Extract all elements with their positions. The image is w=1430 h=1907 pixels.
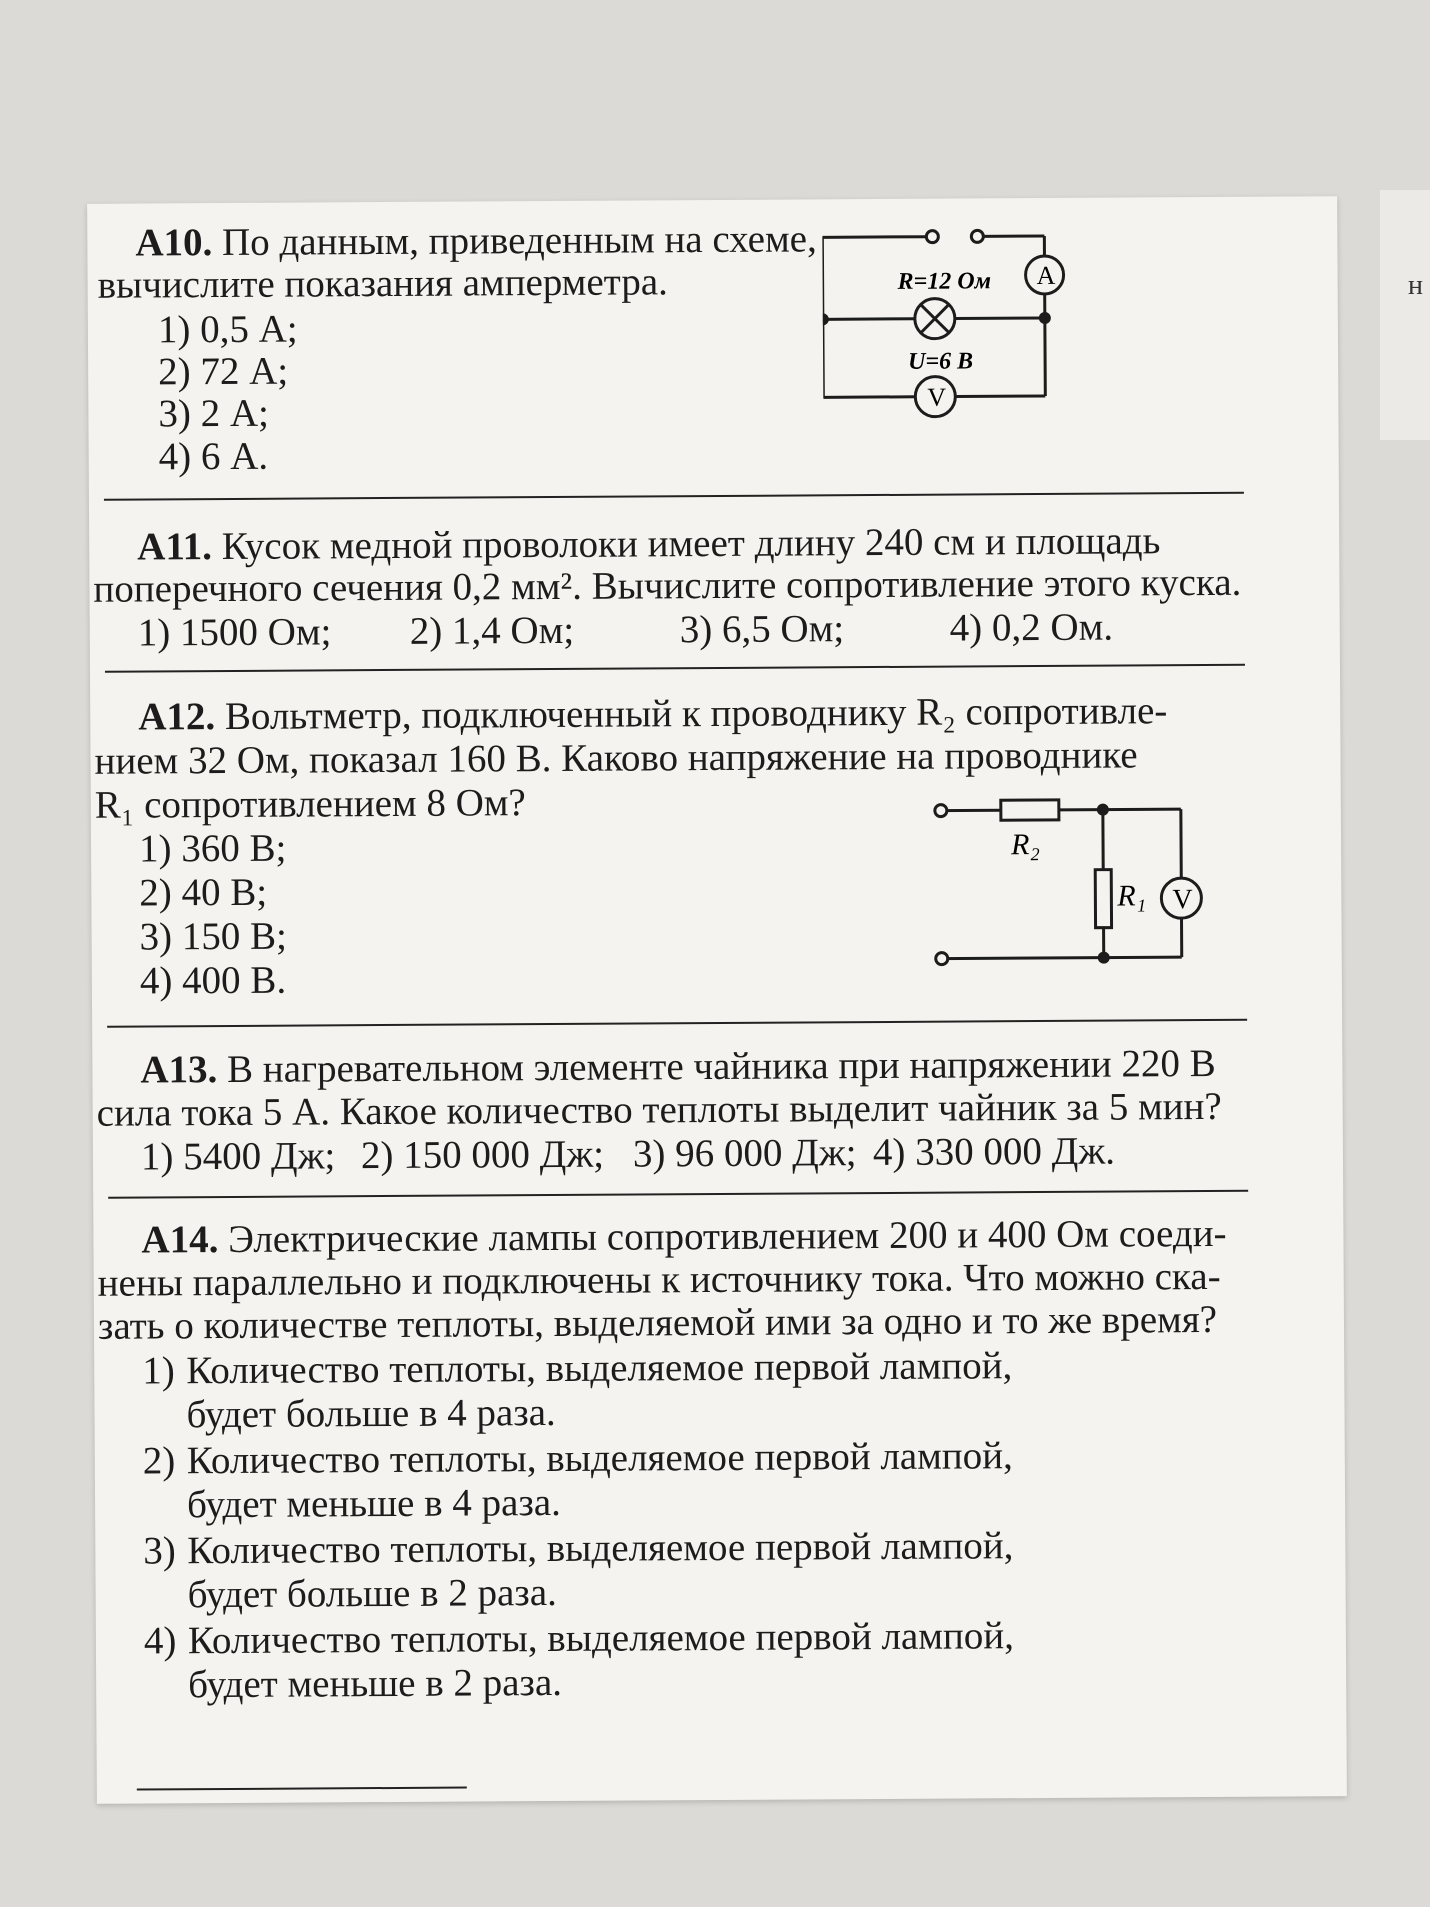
question-text-line: нием 32 Ом, показал 160 В. Каково напряжение на проводнике: [94, 733, 1138, 783]
wire: [822, 237, 927, 238]
answer-option-1: 1) 0,5 А;: [157, 307, 298, 352]
section-divider: [104, 492, 1244, 501]
worksheet-page: [87, 196, 1347, 1804]
wire: [1045, 294, 1046, 396]
terminal-icon: [936, 953, 948, 965]
answer-option-1: 1) 1500 Ом;: [137, 610, 332, 655]
junction-dot: [1098, 952, 1110, 964]
answer-option-2: 2) 1,4 Ом;: [409, 608, 575, 653]
answer-option-1-cont: будет больше в 4 раза.: [186, 1390, 556, 1437]
r2-label: R₂: [1010, 828, 1040, 862]
answer-option-4: 4) 0,2 Ом.: [949, 605, 1114, 650]
question-text-line: сила тока 5 А. Какое количество теплоты выделит чайник за 5 мин?: [96, 1084, 1222, 1135]
circuit-diagram-a12: [931, 787, 1232, 989]
section-divider: [108, 1190, 1248, 1199]
answer-option-4: Количество теплоты, выделяемое первой лампой,: [187, 1614, 1015, 1663]
answer-option-3: 3) 2 А;: [158, 391, 270, 436]
terminal-icon: [926, 231, 938, 243]
question-number: А14.: [141, 1218, 219, 1262]
wire: [1059, 809, 1181, 810]
resistor-r2: [1001, 800, 1059, 820]
answer-option-3: 3) 6,5 Ом;: [679, 607, 845, 652]
wire: [823, 319, 915, 320]
background-sheet: [1380, 190, 1430, 440]
question-text-line: R₁ сопротивлением 8 Ом?: [94, 781, 526, 827]
answer-option-1: 1) 360 В;: [138, 826, 287, 871]
answer-option-2: 2) 40 В;: [139, 870, 268, 915]
question-text-line: В нагревательном элементе чайника при напряжении 220 В: [217, 1041, 1216, 1092]
question-number: А11.: [137, 525, 213, 569]
resistance-label: R=12 Ом: [897, 268, 992, 295]
answer-option-number: 1): [142, 1349, 175, 1393]
terminal-icon: [935, 805, 947, 817]
answer-option-4-cont: будет меньше в 2 раза.: [188, 1660, 563, 1707]
wire: [955, 396, 1045, 397]
answer-option-3: 3) 150 В;: [139, 914, 288, 959]
answer-option-3-cont: будет больше в 2 раза.: [187, 1570, 557, 1617]
r1-label: R₁: [1117, 879, 1147, 913]
answer-option-4: 4) 330 000 Дж.: [872, 1129, 1116, 1175]
wire: [823, 397, 915, 398]
answer-option-2: Количество теплоты, выделяемое первой лампой,: [186, 1434, 1013, 1483]
answer-option-3: Количество теплоты, выделяемое первой лампой,: [187, 1524, 1014, 1573]
answer-option-1: 1) 5400 Дж;: [140, 1134, 336, 1179]
answer-option-4: 4) 6 А.: [158, 434, 269, 479]
wire: [955, 318, 1045, 319]
background-letter: н: [1408, 270, 1423, 301]
question-text-line: зать о количестве теплоты, выделяемой ими за одно и то же время?: [97, 1297, 1218, 1348]
question-text-line: Электрические лампы сопротивлением 200 и 400 Ом соеди-: [218, 1211, 1227, 1262]
question-text-line: нены параллельно и подключены к источнику тока. Что можно ска-: [97, 1254, 1221, 1305]
answer-option-3: 3) 96 000 Дж;: [632, 1131, 857, 1176]
answer-option-2: 2) 150 000 Дж;: [360, 1132, 605, 1178]
question-number: А13.: [140, 1048, 218, 1092]
question-text-line: поперечного сечения 0,2 мм². Вычислите сопротивление этого куска.: [93, 560, 1242, 611]
question-text-line: По данным, приведенным на схеме,: [212, 217, 817, 265]
voltmeter-letter: V: [927, 382, 947, 412]
wire: [942, 957, 1182, 958]
terminal-icon: [971, 230, 983, 242]
question-text-line: Кусок медной проволоки имеет длину 240 см и площадь: [211, 519, 1161, 569]
junction-dot: [822, 313, 829, 325]
circuit-diagram-a10: [822, 217, 1183, 419]
junction-dot: [1039, 312, 1051, 324]
section-divider: [137, 1787, 467, 1791]
section-divider: [107, 1019, 1247, 1028]
answer-option-number: 2): [142, 1439, 176, 1483]
answer-option-number: 4): [143, 1619, 177, 1663]
answer-option-1: Количество теплоты, выделяемое первой лампой,: [186, 1344, 1013, 1393]
question-text-line: Вольтметр, подключенный к проводнику R₂ сопротивле-: [215, 689, 1168, 739]
voltmeter-letter: V: [1172, 884, 1193, 916]
answer-option-2-cont: будет меньше в 4 раза.: [186, 1480, 561, 1527]
question-number: А12.: [138, 695, 216, 739]
resistor-r1: [1095, 870, 1111, 928]
answer-option-4: 4) 400 В.: [139, 958, 287, 1003]
question-a10: [87, 196, 1337, 479]
junction-dot: [1097, 804, 1109, 816]
answer-option-number: 3): [143, 1529, 176, 1573]
question-text-line: вычислите показания амперметра.: [97, 260, 668, 307]
answer-option-2: 2) 72 А;: [158, 349, 289, 394]
section-divider: [105, 664, 1245, 673]
voltage-label: U=6 В: [908, 348, 974, 375]
ammeter-letter: A: [1036, 260, 1056, 291]
question-number: А10.: [135, 221, 213, 265]
